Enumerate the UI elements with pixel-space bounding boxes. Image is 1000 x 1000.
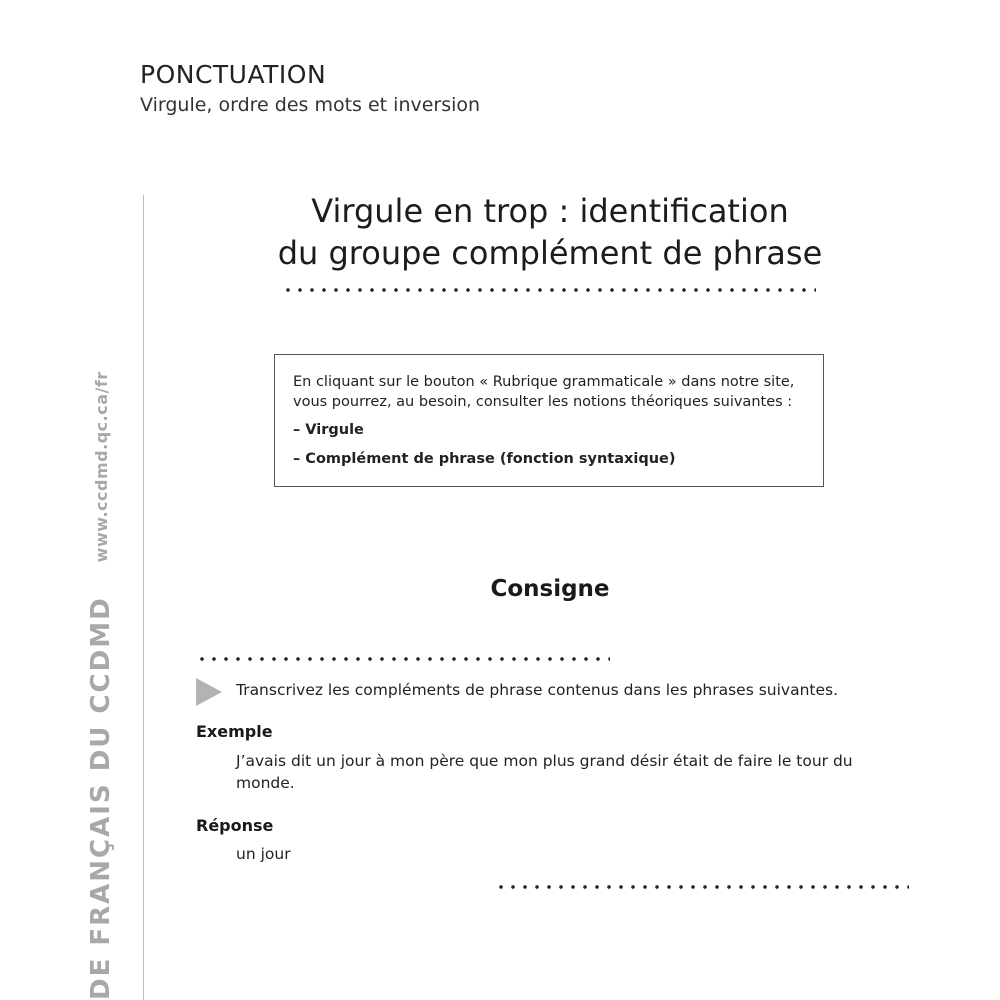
grammar-note-item: – Complément de phrase (fonction syntaxique)	[293, 451, 676, 467]
grammar-notes-intro: En cliquant sur le bouton « Rubrique grammaticale » dans notre site, vous pourrez, au besoin, consulter les notions théoriques suivantes :	[293, 374, 795, 410]
consigne-dotted-separator	[196, 656, 610, 662]
grammar-notes-box	[274, 354, 824, 487]
answer-text: un jour	[236, 845, 291, 863]
section-title: PONCTUATION	[140, 60, 327, 89]
sidebar-branding	[86, 371, 116, 1000]
example-label: Exemple	[196, 722, 273, 741]
sidebar-brand-text: DE FRANÇAIS DU CCDMD	[86, 596, 116, 1000]
play-arrow-icon	[196, 678, 222, 706]
sidebar-url: www.ccdmd.qc.ca/fr	[92, 371, 111, 563]
answer-label: Réponse	[196, 816, 274, 835]
page-title	[250, 190, 850, 274]
grammar-note-item: – Virgule	[293, 422, 364, 438]
page-title-line-2: du groupe complément de phrase	[277, 234, 823, 272]
consigne-heading: Consigne	[490, 576, 610, 602]
margin-divider	[143, 195, 144, 1000]
section-subtitle: Virgule, ordre des mots et inversion	[140, 94, 481, 116]
instruction-row	[196, 678, 916, 708]
example-sentence: J’avais dit un jour à mon père que mon plus grand désir était de faire le tour du monde.	[236, 752, 853, 792]
instruction-text: Transcrivez les compléments de phrase contenus dans les phrases suivantes.	[236, 681, 839, 699]
page-title-line-1: Virgule en trop : identification	[311, 192, 789, 230]
title-dotted-separator	[282, 287, 816, 293]
bottom-dotted-separator	[495, 884, 909, 890]
